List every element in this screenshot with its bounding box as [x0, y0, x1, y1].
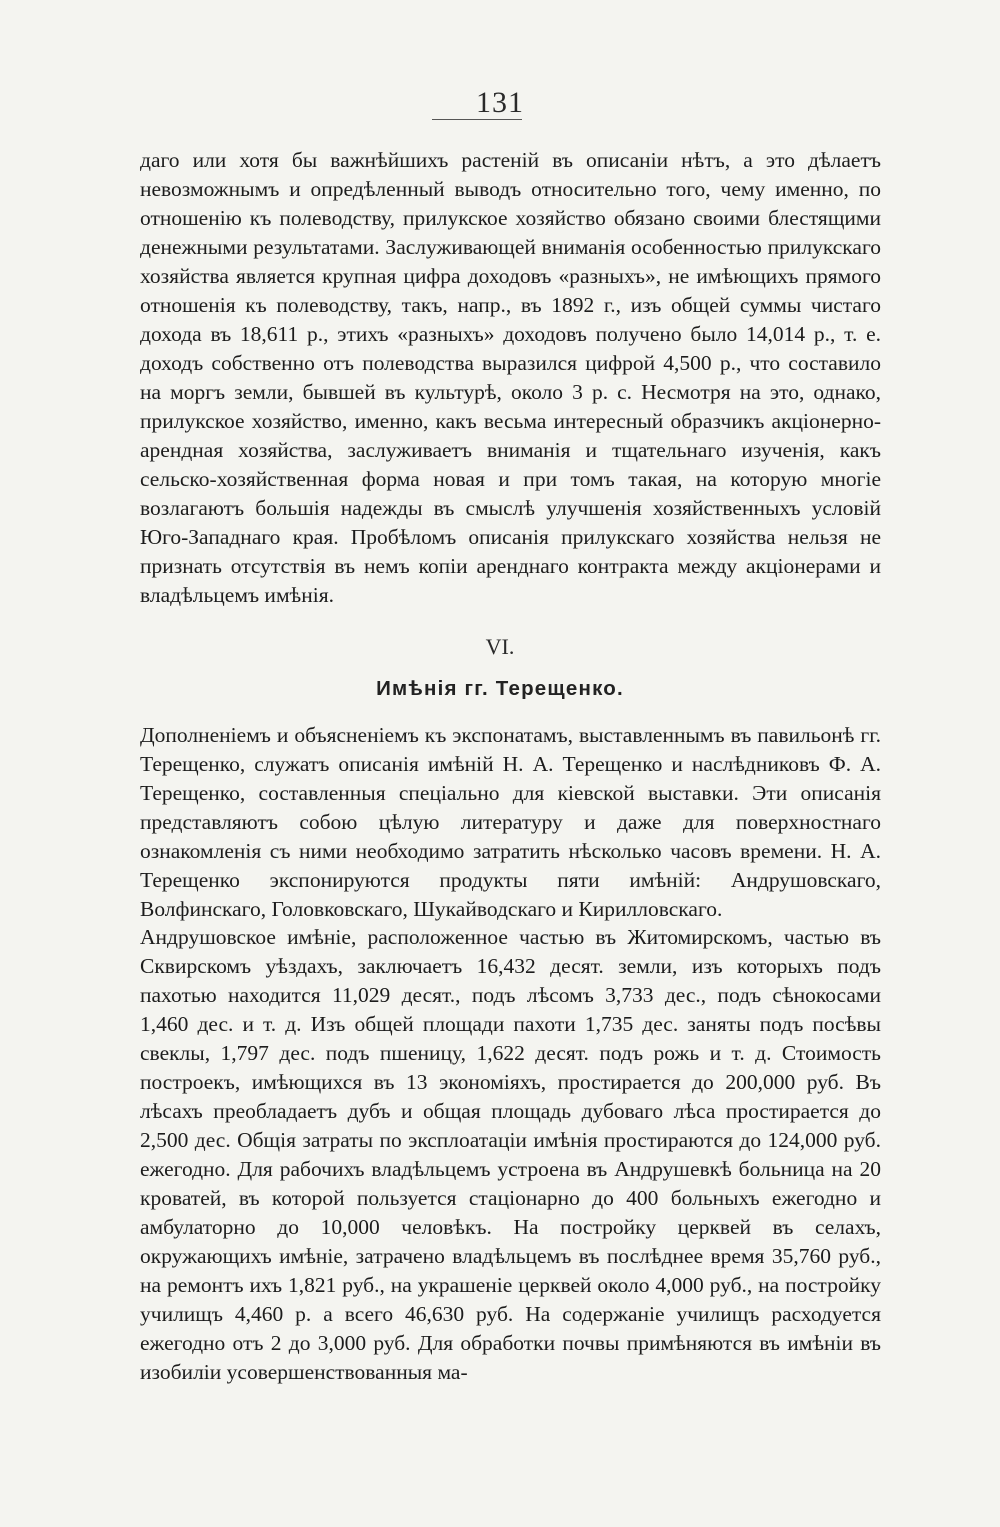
- section-title: Имѣнія гг. Терещенко.: [376, 677, 624, 700]
- paragraph-prilukskoe: даго или хотя бы важнѣйшихъ растеній въ описаніи нѣтъ, а это дѣлаетъ невозможнымъ и опредѣленный выводъ относительно того, чему именно, по отношенію къ полеводству, прилукское хозяйство обязано своими блестящими денежными результатами. Заслуживающей вниманія особенностью прилукскаго хозяйства является крупная цифра доходовъ «разныхъ», не имѣющихъ прямого отношенія къ полеводству, такъ, напр., въ 1892 г., изъ общей суммы чистаго дохода въ 18,611 р., этихъ «разныхъ» доходовъ получено было 14,014 р., т. е. доходъ собственно отъ полеводства выразился цифрой 4,500 р., что составило на моргъ земли, бывшей въ культурѣ, около 3 р. с. Несмотря на это, однако, прилукское хозяйство, именно, какъ весьма интересный образчикъ акціонерно-арендная хозяйства, заслуживаетъ вниманія и тщательнаго изученія, какъ сельско-хозяйственная форма новая и при томъ такая, на которую многіе возлагаютъ большія надежды въ смыслѣ улучшенія хозяйственныхъ условій Юго-Западнаго края. Пробѣломъ описанія прилукскаго хозяйства нельзя не признать отсутствія въ немъ копіи аренднаго контракта между акціонерами и владѣльцемъ имѣнія.: [140, 148, 881, 607]
- header-rule: [432, 119, 522, 120]
- paragraph-tereshchenko-intro: Дополненіемъ и объясненіемъ къ экспонатамъ, выставленнымъ въ павильонѣ гг. Терещенко, служатъ описанія имѣній Н. А. Терещенко и наслѣдниковъ Ф. А. Терещенко, составленныя спеціально для кіевской выставки. Эти описанія представляютъ собою цѣлую литературу и даже для поверхностнаго ознакомленія съ ними необходимо затратить нѣсколько часовъ времени. Н. А. Терещенко экспонируются продукты пяти имѣній: Андрушовскаго, Волфинскаго, Головковскаго, Шукайводскаго и Кирилловскаго.: [140, 723, 881, 921]
- section-number: VI.: [485, 634, 515, 659]
- page-number: 131: [476, 86, 524, 119]
- paragraph-andrushovka: Андрушовское имѣніе, расположенное частью въ Житомирскомъ, частью въ Сквирскомъ уѣздахъ, заключаетъ 16,432 десят. земли, изъ которыхъ подъ пахотью находится 11,029 десят., подъ лѣсомъ 3,733 дес., подъ сѣнокосами 1,460 дес. и т. д. Изъ общей площади пахоти 1,735 дес. заняты подъ посѣвы свеклы, 1,797 дес. подъ пшеницу, 1,622 десят. подъ рожь и т. д. Стоимость построекъ, имѣющихся въ 13 экономіяхъ, простирается до 200,000 руб. Въ лѣсахъ преобладаетъ дубъ и общая площадь дубоваго лѣса простирается до 2,500 дес. Общія затраты по эксплоатаціи имѣнія простираются до 124,000 руб. ежегодно. Для рабочихъ владѣльцемъ устроена въ Андрушевкѣ больница на 20 кроватей, въ которой пользуется стаціонарно до 400 больныхъ ежегодно и амбулаторно до 10,000 человѣкъ. На постройку церквей въ селахъ, окружающихъ имѣніе, затрачено владѣльцемъ въ послѣднее время 35,760 руб., на ремонтъ ихъ 1,821 руб., на украшеніе церквей около 4,000 руб., на постройку училищъ 4,460 р. а всего 46,630 руб. На содержаніе училищъ расходуется ежегодно отъ 2 до 3,000 руб. Для обработки почвы примѣняются въ имѣніи въ изобиліи усовершенствованныя ма-: [140, 925, 881, 1384]
